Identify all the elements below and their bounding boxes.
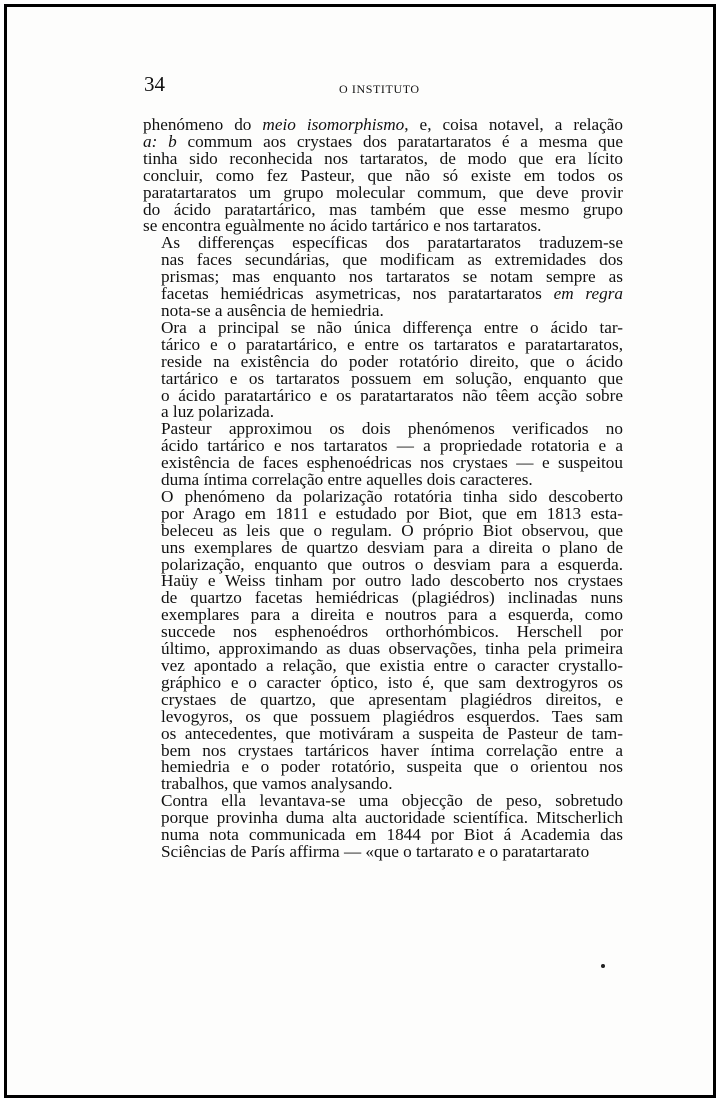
text-fragment: existência de faces esphenoédricas nos crystaes — e suspeitou xyxy=(161,453,623,473)
text-fragment: crystaes de quartzo, que apresentam plagiédros direitos, e xyxy=(161,689,623,709)
text-fragment: gráphico e o caracter óptico, isto é, que sam dextrogyros os xyxy=(161,672,623,692)
text-fragment: levogyros, os que possuem plagiédros esquerdos. Taes sam xyxy=(161,706,623,726)
text-fragment: a luz polarizada. xyxy=(161,402,275,422)
running-title: O INSTITUTO xyxy=(339,82,420,96)
text-fragment: do ácido paratartárico, mas também que esse mesmo grupo xyxy=(143,199,623,219)
text-fragment: tartárico e os tartaratos possuem em solução, enquanto que xyxy=(161,368,623,388)
text-fragment: de quartzo facetas hemiédricas (plagiédros) inclinadas nuns xyxy=(161,588,623,608)
paragraph xyxy=(143,117,623,235)
text-fragment: nas faces secundárias, que modificam as extremidades dos xyxy=(161,250,623,270)
text-fragment: por Arago em 1811 e estudado por Biot, que em 1813 esta- xyxy=(161,503,623,523)
text-line xyxy=(143,841,623,861)
text-fragment: Contra ella levantava-se uma objecção de peso, sobretudo xyxy=(161,791,623,811)
italic-text: meio isomorphismo xyxy=(262,115,405,134)
text-fragment: succede nos esphenoédros orthorhómbicos. Herschell por xyxy=(161,622,623,642)
italic-text: a: b xyxy=(143,131,177,151)
text-fragment: numa nota communicada em 1844 por Biot á Academia das xyxy=(161,825,623,845)
text-fragment: prismas; mas enquanto nos tartaratos se notam sempre as xyxy=(161,267,623,287)
paragraph xyxy=(143,793,623,861)
text-fragment: uns exemplares de quartzo desviam para a direita o plano de xyxy=(161,537,623,557)
text-fragment: o ácido paratartárico e os paratartaratos não têem acção sobre xyxy=(161,385,623,405)
italic-text: em regra xyxy=(553,284,623,304)
text-fragment: duma íntima correlação entre aquelles dois caracteres. xyxy=(161,470,533,490)
text-fragment: se encontra eguàlmente no ácido tartárico e nos tartaratos. xyxy=(143,216,542,236)
text-fragment: porque provinha duma alta auctoridade scientífica. Mitscherlich xyxy=(161,808,623,828)
text-fragment: facetas hemiédricas asymetricas, nos paratartaratos xyxy=(161,284,554,304)
text-fragment: concluir, como fez Pasteur, que não só existe em todos os xyxy=(143,165,623,185)
paragraph xyxy=(143,421,623,489)
text-fragment: ácido tartárico e nos tartaratos — a propriedade rotatoria e a xyxy=(161,436,623,456)
text-fragment: Sciências de París affirma — «que o tartarato e o paratartarato xyxy=(161,841,590,861)
text-fragment: Haüy e Weiss tinham por outro lado descoberto nos crystaes xyxy=(161,571,623,591)
text-fragment: commum aos crystaes dos paratartaratos é a mesma que xyxy=(176,131,623,151)
text-fragment: paratartaratos um grupo molecular commum, que deve provir xyxy=(143,182,623,202)
text-fragment: Pasteur approximou os dois phenómenos verificados no xyxy=(161,419,623,439)
text-fragment: O phenómeno da polarização rotatória tinha sido descoberto xyxy=(161,486,623,506)
paragraph xyxy=(143,235,623,320)
text-fragment: nota-se a ausência de hemiedria. xyxy=(161,300,384,320)
text-fragment: vez apontado a relação, que existia entre o caracter crystallo- xyxy=(161,656,623,675)
text-fragment: exemplares para a direita e noutros para a esquerda, como xyxy=(161,605,623,625)
ink-speck xyxy=(601,964,605,968)
text-fragment: os antecedentes, que motiváram a suspeita de Pasteur de tam- xyxy=(161,723,623,743)
paragraph xyxy=(143,317,623,422)
body-text xyxy=(143,117,623,861)
text-fragment: tinha sido reconhecida nos tartaratos, de modo que era lícito xyxy=(143,148,623,168)
text-fragment: reside na existência do poder rotatório direito, que o ácido xyxy=(161,351,623,371)
text-fragment: polarização, enquanto que outros o desviam para a esquerda. xyxy=(161,554,623,574)
text-fragment: bem nos crystaes tartáricos haver íntima correlação entre a xyxy=(161,740,623,760)
text-fragment: último, approximando as duas observações, tinha pela primeira xyxy=(161,639,623,659)
paragraph xyxy=(143,486,623,794)
text-fragment: Ora a principal se não única differença entre o ácido tar- xyxy=(161,317,623,337)
page-number: 34 xyxy=(144,72,165,96)
text-fragment: , e, coisa notavel, a relação xyxy=(404,115,623,134)
running-head xyxy=(144,72,622,102)
text-fragment: As differenças específicas dos paratartaratos traduzem-se xyxy=(161,233,623,253)
text-fragment: beleceu as leis que o regulam. O próprio Biot observou, que xyxy=(161,520,623,540)
text-fragment: hemiedria e o poder rotatório, suspeita que o orientou nos xyxy=(161,757,623,777)
text-fragment: phenómeno do xyxy=(143,115,263,134)
text-fragment: trabalhos, que vamos analysando. xyxy=(161,774,393,794)
text-fragment: tárico e o paratartárico, e entre os tartaratos e paratartaratos, xyxy=(161,334,623,354)
